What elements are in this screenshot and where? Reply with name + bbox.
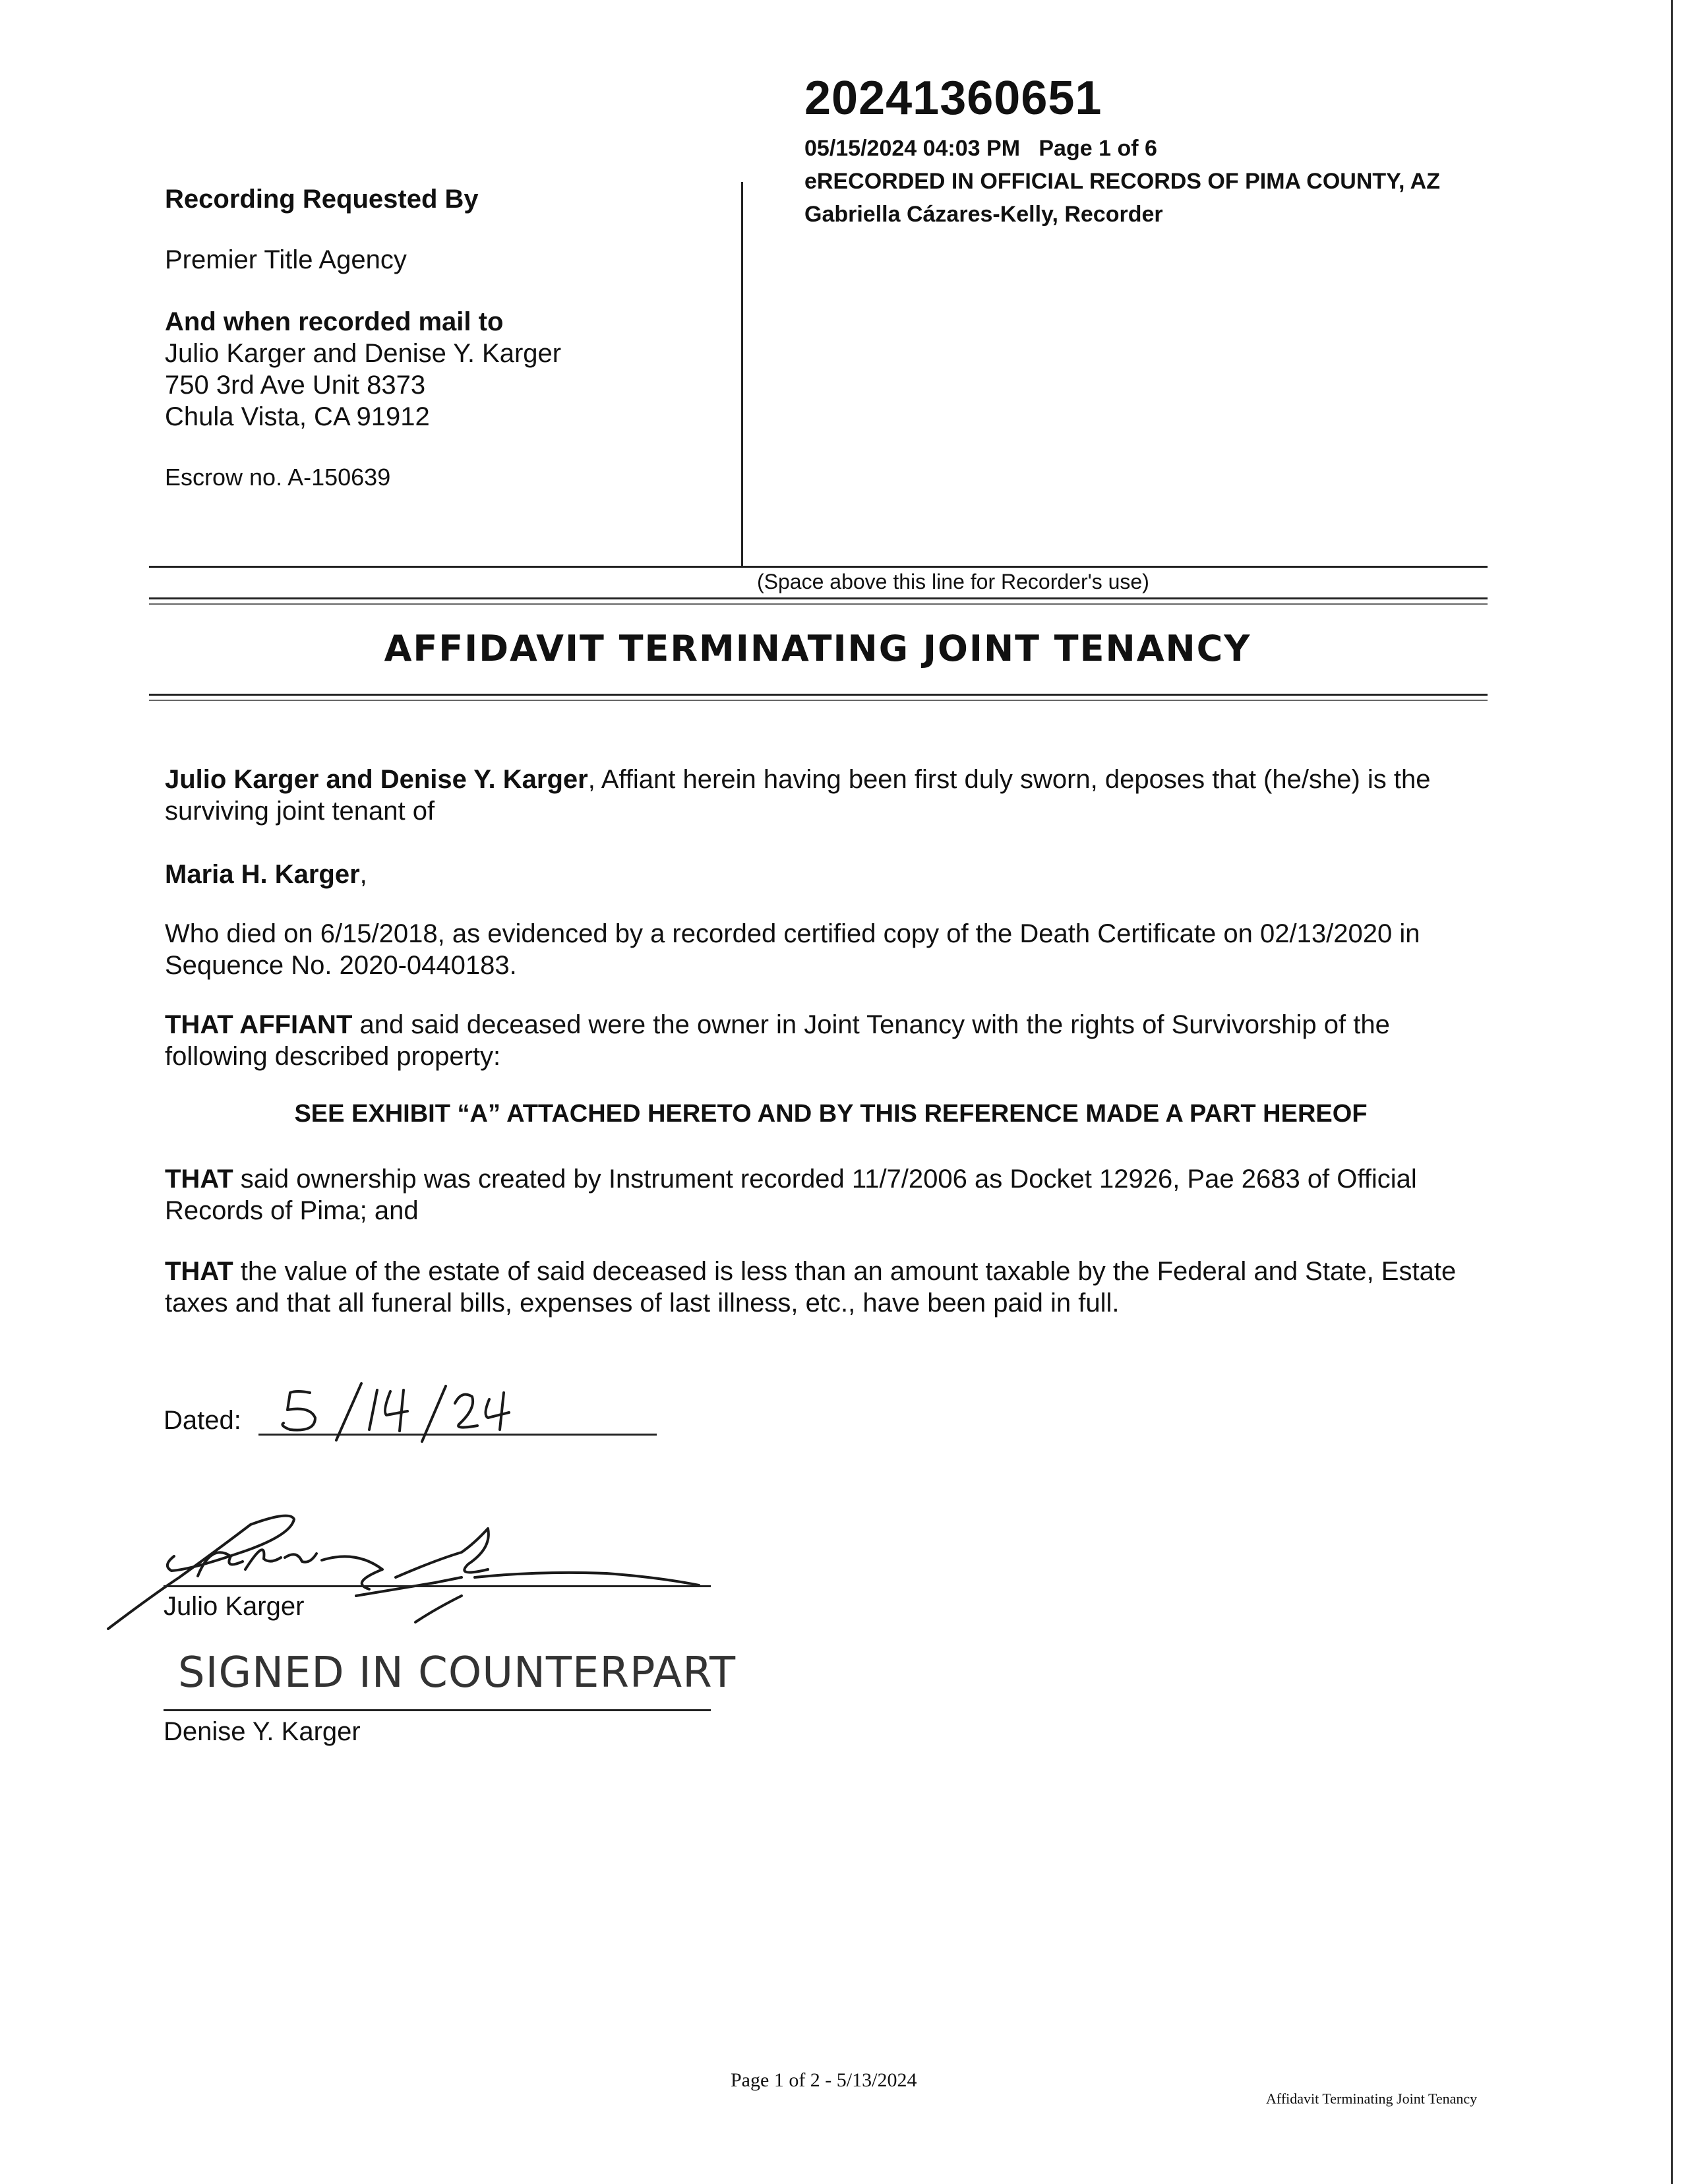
that-affiant-text: and said deceased were the owner in Joint Tenancy with the rights of Survivorship of the following described property: [165, 1010, 1390, 1071]
instrument-lead: THAT [165, 1165, 233, 1194]
signer-1-name: Julio Karger [164, 1592, 305, 1621]
affiant-names: Julio Karger and Denise Y. Karger [165, 765, 588, 794]
scan-edge-border [1671, 0, 1673, 2184]
document-title: AFFIDAVIT TERMINATING JOINT TENANCY [384, 628, 1251, 669]
deceased-name: Maria H. Karger [165, 860, 360, 889]
that-affiant-lead: THAT AFFIANT [165, 1010, 353, 1039]
recording-datetime: 05/15/2024 04:03 PM [804, 136, 1021, 161]
signature-line-2 [164, 1709, 711, 1711]
instrument-text: said ownership was created by Instrument recorded 11/7/2006 as Docket 12926, Pae 2683 of Official Records of Pima; and [165, 1165, 1417, 1225]
recorder-divider-horizontal [149, 566, 1488, 568]
instrument-paragraph [165, 1163, 1477, 1227]
death-paragraph: Who died on 6/15/2018, as evidenced by a recorded certified copy of the Death Certificate on 02/13/2020 in Sequence No. 2020-0440183. [165, 919, 1420, 980]
recorder-name: Gabriella Cázares-Kelly, Recorder [804, 202, 1163, 227]
page-footer: Page 1 of 2 - 5/13/2024 [731, 2069, 917, 2091]
dated-line [258, 1434, 657, 1436]
affiant-paragraph [165, 764, 1477, 827]
signed-in-counterpart-stamp: SIGNED IN COUNTERPART [178, 1649, 737, 1697]
signature-line-1 [164, 1585, 711, 1587]
document-footer-name: Affidavit Terminating Joint Tenancy [1266, 2090, 1478, 2107]
affiant-text: , Affiant herein having been first duly sworn, deposes that (he/she) is the surviving joint tenant of [165, 765, 1431, 826]
handwritten-date [282, 1383, 509, 1441]
title-rule-bottom [149, 694, 1488, 701]
requesting-company: Premier Title Agency [165, 245, 407, 274]
dated-label: Dated: [164, 1406, 241, 1435]
mail-to-heading: And when recorded mail to [165, 307, 504, 336]
exhibit-reference: SEE EXHIBIT “A” ATTACHED HERETO AND BY THIS REFERENCE MADE A PART HEREOF [294, 1100, 1368, 1128]
estate-value-lead: THAT [165, 1257, 233, 1286]
signer-2-name: Denise Y. Karger [164, 1717, 361, 1746]
document-number: 20241360651 [804, 72, 1102, 125]
deceased-paragraph [165, 859, 1477, 890]
mail-to-address-2: Chula Vista, CA 91912 [165, 402, 430, 431]
recording-datetime-line [804, 136, 1157, 162]
ownership-joint-tenancy-paragraph [165, 1009, 1477, 1072]
title-rule-top [149, 597, 1488, 605]
requested-by-heading: Recording Requested By [165, 185, 479, 214]
escrow-number: Escrow no. A-150639 [165, 464, 391, 491]
estate-value-paragraph [165, 1256, 1477, 1319]
mail-to-address-1: 750 3rd Ave Unit 8373 [165, 371, 426, 400]
recorder-divider-vertical [741, 182, 743, 566]
deceased-comma: , [359, 860, 367, 889]
recording-page-info: Page 1 of 6 [1039, 136, 1157, 161]
mail-to-name: Julio Karger and Denise Y. Karger [165, 339, 562, 368]
estate-value-text: the value of the estate of said deceased is less than an amount taxable by the Federal and State, Estate taxes and that all funeral bills, expenses of last illness, etc., have been paid in full. [165, 1257, 1457, 1318]
recorded-in-line: eRECORDED IN OFFICIAL RECORDS OF PIMA COUNTY, AZ [804, 169, 1441, 194]
recorder-space-note: (Space above this line for Recorder's use) [757, 570, 1149, 593]
